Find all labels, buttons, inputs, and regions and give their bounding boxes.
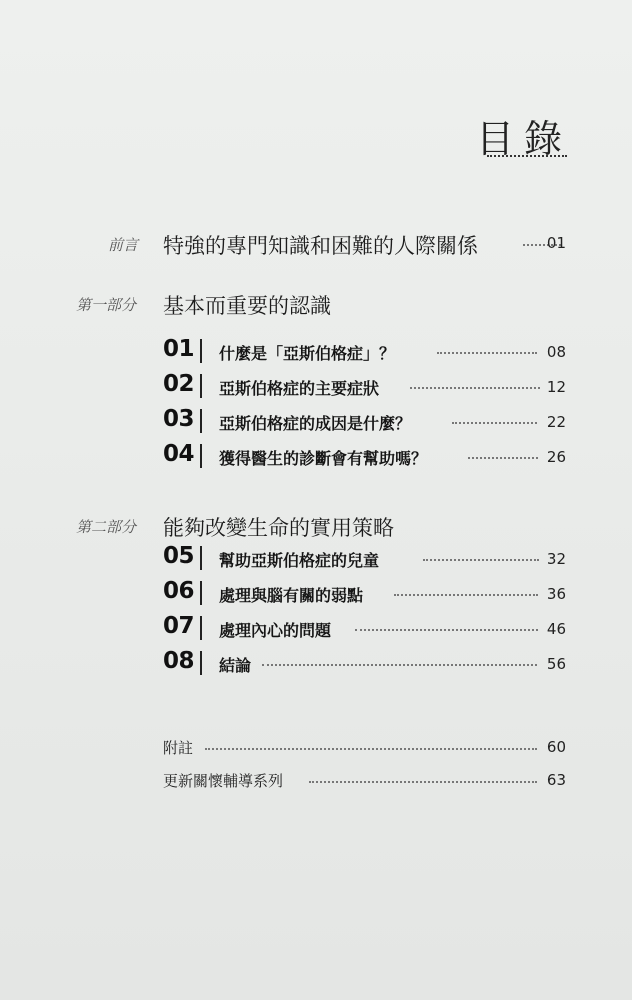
chapter-divider	[200, 409, 202, 433]
chapter-divider	[200, 616, 202, 640]
chapter-title: 亞斯伯格症的主要症狀	[219, 379, 380, 398]
part-header	[0, 290, 632, 320]
chapter-divider	[200, 374, 202, 398]
page-number: 63	[546, 771, 566, 789]
appendix-title: 附註	[163, 739, 194, 757]
leader-dots	[437, 352, 537, 354]
part-label: 第一部分	[76, 296, 137, 314]
chapter-number: 01	[163, 336, 195, 362]
chapter-number: 05	[163, 543, 195, 569]
preface-entry	[0, 230, 632, 260]
part-label: 第二部分	[76, 518, 137, 536]
chapter-entry	[0, 337, 632, 367]
part-title: 能夠改變生命的實用策略	[163, 516, 394, 540]
chapter-entry	[0, 579, 632, 609]
chapter-entry	[0, 614, 632, 644]
chapter-title: 結論	[219, 656, 252, 675]
leader-dots	[262, 664, 537, 666]
chapter-number: 07	[163, 613, 195, 639]
chapter-title: 什麼是「亞斯伯格症」？	[219, 344, 396, 363]
page-number: 26	[546, 448, 566, 466]
chapter-divider	[200, 651, 202, 675]
chapter-title: 幫助亞斯伯格症的兒童	[219, 551, 380, 570]
chapter-divider	[200, 339, 202, 363]
chapter-entry	[0, 372, 632, 402]
chapter-entry	[0, 442, 632, 472]
chapter-divider	[200, 581, 202, 605]
part-header	[0, 512, 632, 542]
title-dotted-rule	[487, 155, 567, 157]
page-number: 36	[546, 585, 566, 603]
appendix-entry	[0, 734, 632, 764]
page-number: 46	[546, 620, 566, 638]
leader-dots	[452, 422, 537, 424]
toc-title: 目錄	[476, 117, 573, 161]
page-number: 32	[546, 550, 566, 568]
chapter-entry	[0, 544, 632, 574]
chapter-title: 處理與腦有關的弱點	[219, 586, 364, 605]
chapter-number: 03	[163, 406, 195, 432]
chapter-entry	[0, 407, 632, 437]
leader-dots	[394, 594, 538, 596]
appendix-title: 更新關懷輔導系列	[163, 772, 284, 790]
chapter-title: 處理內心的問題	[219, 621, 332, 640]
leader-dots	[309, 781, 537, 783]
chapter-divider	[200, 444, 202, 468]
chapter-title: 亞斯伯格症的成因是什麼？	[219, 414, 412, 433]
preface-title: 特強的專門知識和困難的人際關係	[163, 234, 478, 258]
leader-dots	[423, 559, 539, 561]
chapter-number: 06	[163, 578, 195, 604]
page-number: 60	[546, 738, 566, 756]
chapter-divider	[200, 546, 202, 570]
leader-dots	[410, 387, 540, 389]
page-number: 56	[546, 655, 566, 673]
leader-dots	[468, 457, 538, 459]
chapter-number: 02	[163, 371, 195, 397]
chapter-entry	[0, 649, 632, 679]
page-number: 08	[546, 343, 566, 361]
leader-dots	[205, 748, 537, 750]
part-title: 基本而重要的認識	[163, 294, 331, 318]
page-number: 12	[546, 378, 566, 396]
page-number: 01	[546, 234, 566, 252]
chapter-number: 04	[163, 441, 195, 467]
page-number: 22	[546, 413, 566, 431]
chapter-number: 08	[163, 648, 195, 674]
chapter-title: 獲得醫生的診斷會有幫助嗎？	[219, 449, 428, 468]
preface-label: 前言	[108, 236, 139, 254]
leader-dots	[355, 629, 538, 631]
appendix-entry	[0, 767, 632, 797]
